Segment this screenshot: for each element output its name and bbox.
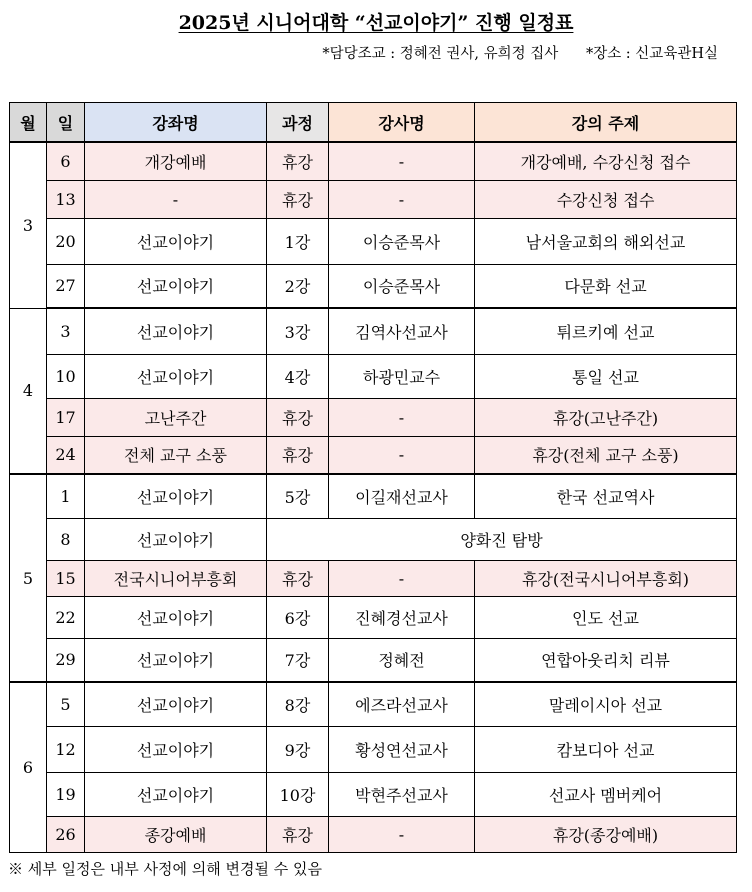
day-cell: 8	[47, 518, 85, 560]
lecture-cell: 선교이야기	[85, 264, 267, 308]
table-header-row	[10, 103, 737, 143]
topic-cell: 남서울교회의 해외선교	[475, 218, 737, 264]
topic-cell: 한국 선교역사	[475, 474, 737, 518]
course-cell: 9강	[267, 726, 329, 772]
footnote: ※ 세부 일정은 내부 사정에 의해 변경될 수 있음	[8, 860, 322, 878]
course-cell: 휴강	[267, 560, 329, 596]
course-cell: 5강	[267, 474, 329, 518]
course-cell: 휴강	[267, 816, 329, 852]
lecture-cell: 선교이야기	[85, 726, 267, 772]
table-row	[10, 682, 737, 726]
speaker-cell: 황성연선교사	[329, 726, 475, 772]
lecture-cell: 종강예배	[85, 816, 267, 852]
table-row	[10, 596, 737, 638]
lecture-cell: 전국시니어부흥회	[85, 560, 267, 596]
topic-cell: 휴강(전국시니어부흥회)	[475, 560, 737, 596]
topic-cell: 캄보디아 선교	[475, 726, 737, 772]
lecture-cell: 선교이야기	[85, 596, 267, 638]
day-cell: 13	[47, 180, 85, 218]
table-row	[10, 638, 737, 682]
day-cell: 27	[47, 264, 85, 308]
topic-cell: 인도 선교	[475, 596, 737, 638]
header-topic: 강의 주제	[475, 103, 737, 143]
lecture-cell: -	[85, 180, 267, 218]
lecture-cell: 선교이야기	[85, 308, 267, 354]
page-title: 2025년 시니어대학 “선교이야기” 진행 일정표	[178, 12, 574, 34]
day-cell: 26	[47, 816, 85, 852]
header-lecture: 강좌명	[85, 103, 267, 143]
topic-cell: 튀르키예 선교	[475, 308, 737, 354]
table-row	[10, 354, 737, 398]
header-month: 월	[10, 103, 47, 143]
month-cell: 4	[10, 308, 47, 474]
day-cell: 19	[47, 772, 85, 816]
topic-cell: 말레이시아 선교	[475, 682, 737, 726]
day-cell: 29	[47, 638, 85, 682]
month-cell: 5	[10, 474, 47, 682]
header-course: 과정	[267, 103, 329, 143]
lecture-cell: 고난주간	[85, 398, 267, 436]
speaker-cell: -	[329, 398, 475, 436]
table-row	[10, 264, 737, 308]
table-row	[10, 398, 737, 436]
topic-cell: 개강예배, 수강신청 접수	[475, 142, 737, 180]
speaker-cell: 하광민교수	[329, 354, 475, 398]
course-cell: 8강	[267, 682, 329, 726]
course-cell: 3강	[267, 308, 329, 354]
schedule-meta	[322, 42, 718, 63]
manager-note: *담당조교 : 정혜전 권사, 유희정 집사	[322, 46, 559, 62]
day-cell: 12	[47, 726, 85, 772]
course-cell: 4강	[267, 354, 329, 398]
course-cell: 2강	[267, 264, 329, 308]
speaker-cell: 김역사선교사	[329, 308, 475, 354]
course-cell: 휴강	[267, 398, 329, 436]
merged-topic-cell: 양화진 탐방	[267, 518, 737, 560]
speaker-cell: 정혜전	[329, 638, 475, 682]
lecture-cell: 선교이야기	[85, 474, 267, 518]
course-cell: 휴강	[267, 142, 329, 180]
place-note: *장소 : 신교육관H실	[585, 46, 718, 62]
table-row	[10, 142, 737, 180]
topic-cell: 휴강(전체 교구 소풍)	[475, 436, 737, 474]
table-row	[10, 560, 737, 596]
speaker-cell: -	[329, 560, 475, 596]
lecture-cell: 선교이야기	[85, 772, 267, 816]
day-cell: 20	[47, 218, 85, 264]
lecture-cell: 선교이야기	[85, 682, 267, 726]
table-row	[10, 726, 737, 772]
lecture-cell: 선교이야기	[85, 354, 267, 398]
topic-cell: 휴강(종강예배)	[475, 816, 737, 852]
topic-cell: 휴강(고난주간)	[475, 398, 737, 436]
course-cell: 6강	[267, 596, 329, 638]
lecture-cell: 선교이야기	[85, 218, 267, 264]
topic-cell: 선교사 멤버케어	[475, 772, 737, 816]
table-row	[10, 436, 737, 474]
day-cell: 5	[47, 682, 85, 726]
day-cell: 10	[47, 354, 85, 398]
lecture-cell: 전체 교구 소풍	[85, 436, 267, 474]
speaker-cell: 이승준목사	[329, 264, 475, 308]
header-speaker: 강사명	[329, 103, 475, 143]
course-cell: 10강	[267, 772, 329, 816]
table-row	[10, 772, 737, 816]
speaker-cell: 이승준목사	[329, 218, 475, 264]
table-row	[10, 474, 737, 518]
speaker-cell: 진혜경선교사	[329, 596, 475, 638]
lecture-cell: 개강예배	[85, 142, 267, 180]
day-cell: 24	[47, 436, 85, 474]
course-cell: 7강	[267, 638, 329, 682]
speaker-cell: 이길재선교사	[329, 474, 475, 518]
header-day: 일	[47, 103, 85, 143]
course-cell: 휴강	[267, 180, 329, 218]
day-cell: 22	[47, 596, 85, 638]
day-cell: 17	[47, 398, 85, 436]
table-row	[10, 816, 737, 852]
topic-cell: 통일 선교	[475, 354, 737, 398]
day-cell: 15	[47, 560, 85, 596]
day-cell: 1	[47, 474, 85, 518]
speaker-cell: -	[329, 180, 475, 218]
course-cell: 1강	[267, 218, 329, 264]
speaker-cell: 박현주선교사	[329, 772, 475, 816]
speaker-cell: -	[329, 142, 475, 180]
lecture-cell: 선교이야기	[85, 638, 267, 682]
course-cell: 휴강	[267, 436, 329, 474]
month-cell: 6	[10, 682, 47, 852]
month-cell: 3	[10, 142, 47, 308]
speaker-cell: -	[329, 816, 475, 852]
table-row	[10, 308, 737, 354]
day-cell: 3	[47, 308, 85, 354]
topic-cell: 다문화 선교	[475, 264, 737, 308]
speaker-cell: -	[329, 436, 475, 474]
topic-cell: 연합아웃리치 리뷰	[475, 638, 737, 682]
schedule-table	[9, 102, 737, 853]
table-row	[10, 518, 737, 560]
day-cell: 6	[47, 142, 85, 180]
table-row	[10, 218, 737, 264]
table-row	[10, 180, 737, 218]
topic-cell: 수강신청 접수	[475, 180, 737, 218]
lecture-cell: 선교이야기	[85, 518, 267, 560]
speaker-cell: 에즈라선교사	[329, 682, 475, 726]
